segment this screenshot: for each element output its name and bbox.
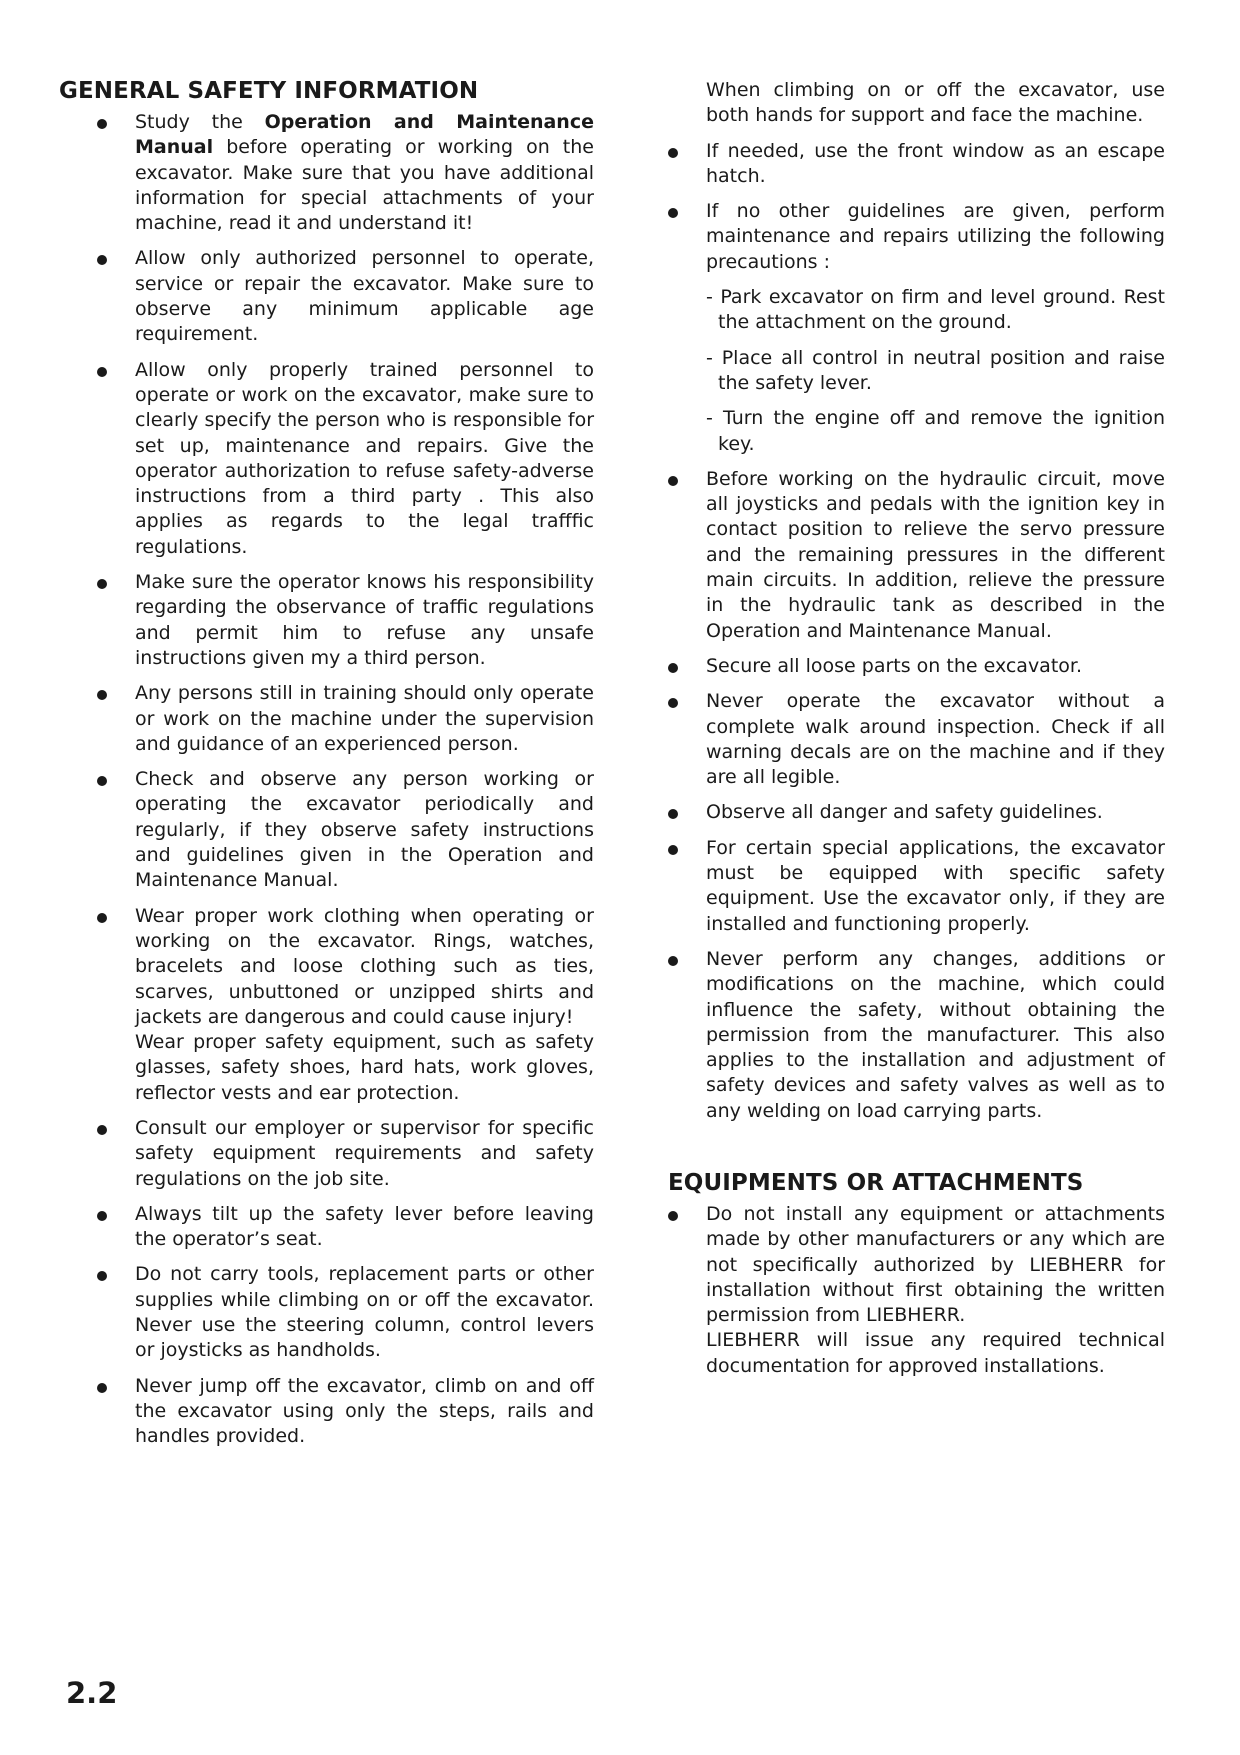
list-item-text: Secure all loose parts on the excavator. xyxy=(706,654,1083,677)
general-safety-list-continued xyxy=(668,139,1165,1124)
sub-item: - Place all control in neutral position and raise the safety lever. xyxy=(706,346,1165,394)
equipments-list xyxy=(668,1202,1165,1379)
bullet-icon xyxy=(668,698,678,708)
continuation-paragraph: When climbing on or off the excavator, use both hands for support and face the machine. xyxy=(706,79,1165,127)
list-item xyxy=(59,767,594,893)
list-item xyxy=(668,199,1165,457)
bullet-icon xyxy=(97,255,107,265)
bullet-icon xyxy=(97,579,107,589)
list-item xyxy=(59,681,594,757)
list-item xyxy=(59,1374,594,1450)
section-title-general-safety: GENERAL SAFETY INFORMATION xyxy=(59,78,479,104)
bullet-icon xyxy=(97,119,107,129)
list-item xyxy=(668,947,1165,1124)
list-item xyxy=(668,689,1165,790)
bullet-icon xyxy=(97,776,107,786)
bullet-icon xyxy=(97,1271,107,1281)
list-item-text: Allow only authorized personnel to operate, service or repair the excavator. Make sure to observe any minimum applicable age requirement. xyxy=(135,247,594,346)
bullet-icon xyxy=(668,809,678,819)
list-item-text: Do not carry tools, replacement parts or other supplies while climbing on or off the excavator. Never use the steering column, control levers or joysticks as handholds. xyxy=(135,1263,594,1362)
list-item xyxy=(668,836,1165,937)
list-item-text: before operating or working on the excavator. Make sure that you have additional information for special attachments of your machine, read it and understand it! xyxy=(135,136,594,235)
page-number: 2.2 xyxy=(66,1676,118,1710)
list-item xyxy=(668,1202,1165,1379)
bullet-icon xyxy=(668,956,678,966)
general-safety-list xyxy=(59,110,594,1450)
list-item-text: Consult our employer or supervisor for specific safety equipment requirements and safety regulations on the job site. xyxy=(135,1116,594,1190)
manual-title-emphasis: Operation and Maintenance Manual xyxy=(135,111,594,159)
list-item xyxy=(59,570,594,671)
list-item-text: LIEBHERR will issue any required technical documentation for approved installations. xyxy=(706,1329,1165,1377)
bullet-icon xyxy=(668,845,678,855)
list-item xyxy=(59,904,594,1106)
list-item-text: Wear proper work clothing when operating or working on the excavator. Rings, watches, bracelets and loose clothing such as ties, scarves, unbuttoned or unzipped shirts and jackets are dangerous and could cause injury! xyxy=(135,904,594,1028)
list-item-text: If needed, use the front window as an escape hatch. xyxy=(706,139,1165,187)
list-item-text: Any persons still in training should only operate or work on the machine under the supervision and guidance of an experienced person. xyxy=(135,682,594,755)
list-item-text: Do not install any equipment or attachments made by other manufacturers or any which are not specifically authorized by LIEBHERR for installation without first obtaining the written permission from LIEBHERR. xyxy=(706,1202,1165,1327)
list-item xyxy=(59,1116,594,1192)
bullet-icon xyxy=(97,690,107,700)
bullet-icon xyxy=(97,1211,107,1221)
list-item-text: Always tilt up the safety lever before leaving the operator’s seat. xyxy=(135,1202,594,1251)
bullet-icon xyxy=(97,1125,107,1135)
list-item xyxy=(59,358,594,560)
list-item xyxy=(59,246,594,347)
list-item xyxy=(59,1262,594,1363)
list-item xyxy=(668,654,1165,679)
list-item xyxy=(668,467,1165,644)
bullet-icon xyxy=(668,663,678,673)
bullet-icon xyxy=(668,1211,678,1221)
list-item-text: Wear proper safety equipment, such as safety glasses, safety shoes, hard hats, work gloves, reflector vests and ear protection. xyxy=(135,1031,594,1104)
bullet-icon xyxy=(668,208,678,218)
list-item-text: Before working on the hydraulic circuit, move all joysticks and pedals with the ignition key in contact position to relieve the servo pressure and the remaining pressures in the different main circuits. In addition, relieve the pressure in the hydraulic tank as described in the Operation and Maintenance Manual. xyxy=(706,467,1165,642)
right-column xyxy=(668,78,1165,1389)
sub-item: - Turn the engine off and remove the ignition key. xyxy=(706,407,1165,455)
bullet-icon xyxy=(97,913,107,923)
list-item-text: If no other guidelines are given, perform maintenance and repairs utilizing the following precautions : xyxy=(706,200,1165,273)
bullet-icon xyxy=(668,476,678,486)
bullet-icon xyxy=(97,367,107,377)
list-item xyxy=(668,800,1165,825)
section-spacer xyxy=(668,1134,1165,1170)
list-item xyxy=(668,139,1165,190)
list-item-text: Never perform any changes, additions or modifications on the machine, which could influence the safety, without obtaining the permission from the manufacturer. This also applies to the installation and adjustment of safety devices and safety valves as well as to any welding on load carrying parts. xyxy=(706,947,1165,1122)
list-item xyxy=(59,110,594,236)
list-item-text: Make sure the operator knows his responsibility regarding the observance of traffic regulations and permit him to refuse any unsafe instructions given my a third person. xyxy=(135,571,594,669)
bullet-icon xyxy=(668,148,678,158)
list-item-text: Observe all danger and safety guidelines. xyxy=(706,801,1103,824)
section-title-equipments: EQUIPMENTS OR ATTACHMENTS xyxy=(668,1169,1084,1196)
list-item-text: Never jump off the excavator, climb on and off the excavator using only the steps, rails and handles provided. xyxy=(135,1374,594,1448)
list-item-text: For certain special applications, the excavator must be equipped with specific safety equipment. Use the excavator only, if they are installed and functioning properly. xyxy=(706,836,1165,935)
bullet-icon xyxy=(97,1383,107,1393)
list-item-text: Never operate the excavator without a complete walk around inspection. Check if all warning decals are on the machine and if they are all legible. xyxy=(706,690,1165,789)
list-item-text: Check and observe any person working or operating the excavator periodically and regularly, if they observe safety instructions and guidelines given in the Operation and Maintenance Manual. xyxy=(135,768,594,892)
list-item-text: Study the xyxy=(135,111,265,133)
list-item-text: Allow only properly trained personnel to operate or work on the excavator, make sure to clearly specify the person who is responsible for set up, maintenance and repairs. Give the operator authorization to refuse safety-adverse instructions from a third party . This also applies as regards to the legal trafffic regulations. xyxy=(135,358,594,558)
sub-item: - Park excavator on firm and level ground. Rest the attachment on the ground. xyxy=(706,286,1165,334)
left-column xyxy=(59,78,594,1460)
list-item xyxy=(59,1202,594,1253)
